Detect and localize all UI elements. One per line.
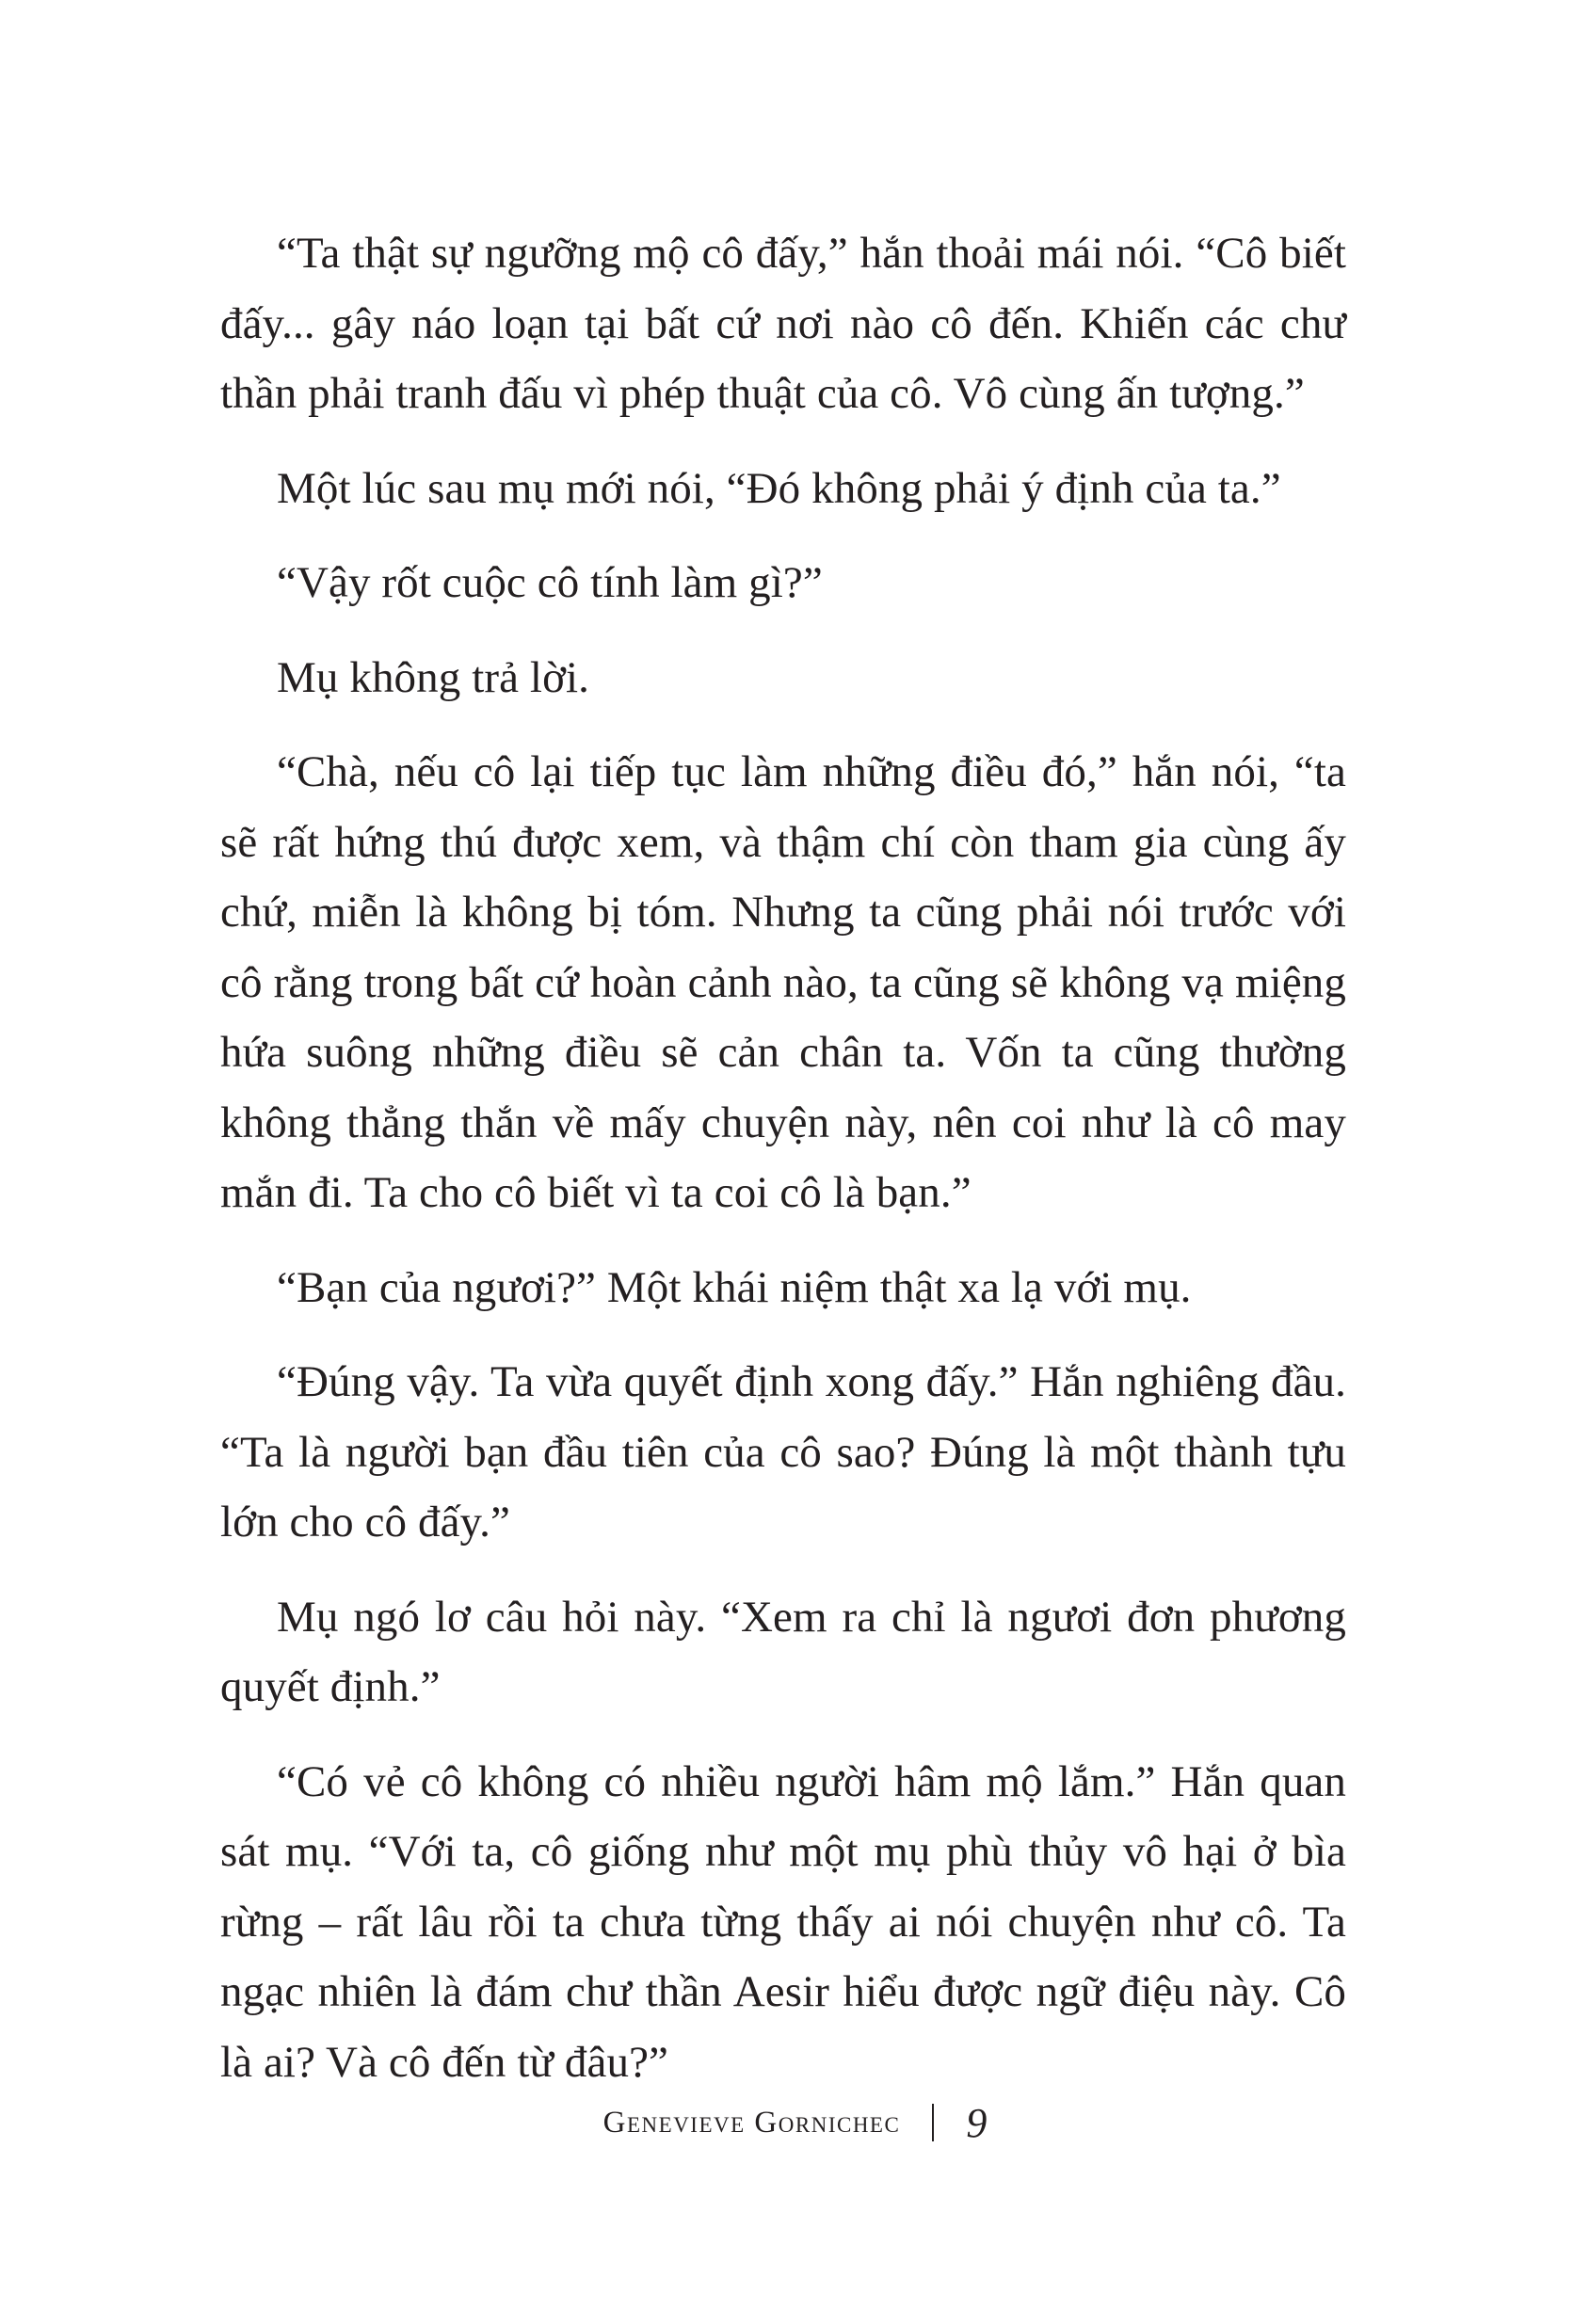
- paragraph-2: Một lúc sau mụ mới nói, “Đó không phải ý định của ta.”: [277, 463, 1281, 513]
- body-text: [220, 218, 1346, 2122]
- paragraph-5: “Chà, nếu cô lại tiếp tục làm những điều đó,” hắn nói, “ta sẽ rất hứng thú được xem, và thậm chí còn tham gia cùng ấy chứ, miễn là không bị tóm. Nhưng ta cũng phải nói trước với cô rằng trong bất cứ hoàn cảnh nào, ta cũng sẽ không vạ miệng hứa suông những điều sẽ cản chân ta. Vốn ta cũng thường không thẳng thắn về mấy chuyện này, nên coi như là cô may mắn đi. Ta cho cô biết vì ta coi cô là bạn.”: [220, 747, 1346, 1217]
- page-footer: [0, 2094, 1590, 2151]
- paragraph-1: “Ta thật sự ngưỡng mộ cô đấy,” hắn thoải mái nói. “Cô biết đấy... gây náo loạn tại bất cứ nơi nào cô đến. Khiến các chư thần phải tranh đấu vì phép thuật của cô. Vô cùng ấn tượng.”: [220, 229, 1346, 418]
- page-number: 9: [966, 2099, 988, 2146]
- paragraph-7: “Đúng vậy. Ta vừa quyết định xong đấy.” Hắn nghiêng đầu. “Ta là người bạn đầu tiên của cô sao? Đúng là một thành tựu lớn cho cô đấy.”: [220, 1357, 1346, 1547]
- paragraph-6: “Bạn của ngươi?” Một khái niệm thật xa lạ với mụ.: [277, 1262, 1192, 1312]
- paragraph-3: “Vậy rốt cuộc cô tính làm gì?”: [277, 558, 823, 607]
- paragraph-9: “Có vẻ cô không có nhiều người hâm mộ lắm.” Hắn quan sát mụ. “Với ta, cô giống như một mụ phù thủy vô hại ở bìa rừng – rất lâu rồi ta chưa từng thấy ai nói chuyện như cô. Ta ngạc nhiên là đám chư thần Aesir hiểu được ngữ điệu này. Cô là ai? Và cô đến từ đâu?”: [220, 1756, 1346, 2087]
- running-footer-author: Genevieve Gornichec: [602, 2105, 901, 2140]
- paragraph-4: Mụ không trả lời.: [277, 652, 590, 702]
- footer-divider: [932, 2104, 934, 2141]
- paragraph-8: Mụ ngó lơ câu hỏi này. “Xem ra chỉ là ngươi đơn phương quyết định.”: [220, 1592, 1346, 1711]
